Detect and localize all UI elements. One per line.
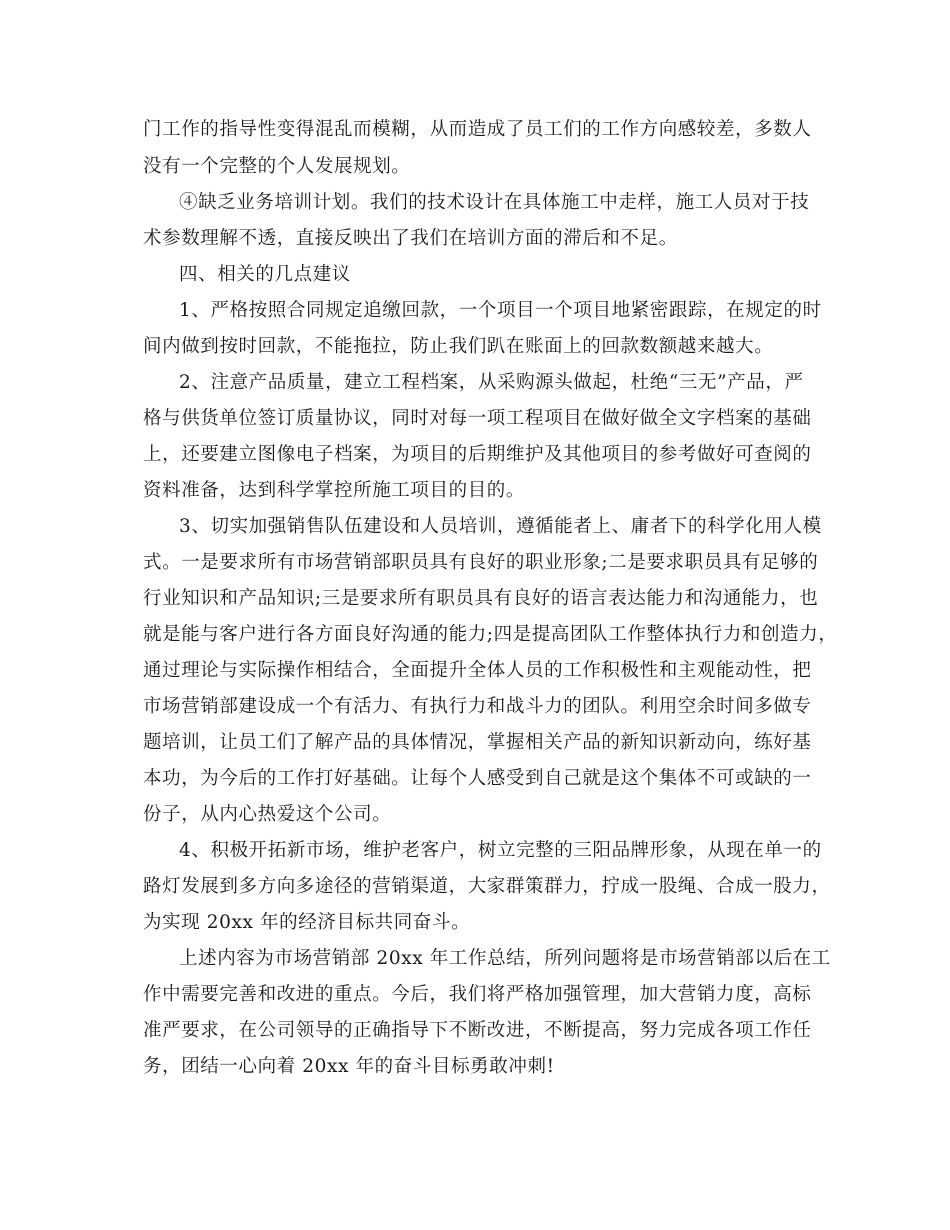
text-line: 份子，从内心热爱这个公司。: [143, 804, 392, 825]
text-line: 题培训，让员工们了解产品的具体情况，掌握相关产品的新知识新动向，练好基: [143, 732, 812, 753]
text-line: 式。一是要求所有市场营销部职员具有良好的职业形象;二是要求职员具有足够的: [143, 552, 819, 573]
text-line: 2、注意产品质量，建立工程档案，从采购源头做起，杜绝“三无”产品，严: [179, 372, 804, 393]
text-line: 格与供货单位签订质量协议，同时对每一项工程项目在做好做全文字档案的基础: [143, 408, 812, 429]
text-line: 资料准备，达到科学掌控所施工项目的目的。: [143, 480, 526, 501]
text-line: 作中需要完善和改进的重点。今后，我们将严格加强管理，加大营销力度，高标: [143, 984, 812, 1005]
section-heading: 四、相关的几点建议: [179, 264, 351, 285]
text-line: 通过理论与实际操作相结合，全面提升全体人员的工作积极性和主观能动性，把: [143, 660, 812, 681]
text-line: ④缺乏业务培训计划。我们的技术设计在具体施工中走样，施工人员对于技: [179, 192, 810, 213]
text-line: 就是能与客户进行各方面良好沟通的能力;四是提高团队工作整体执行力和创造力，: [143, 624, 838, 645]
text-line: 市场营销部建设成一个有活力、有执行力和战斗力的团队。利用空余时间多做专: [143, 696, 812, 717]
text-line: 没有一个完整的个人发展规划。: [143, 156, 411, 177]
text-line: 1、严格按照合同规定追缴回款，一个项目一个项目地紧密跟踪，在规定的时: [179, 300, 822, 321]
text-line: 门工作的指导性变得混乱而模糊，从而造成了员工们的工作方向感较差，多数人: [143, 119, 812, 140]
text-line: 上，还要建立图像电子档案，为项目的后期维护及其他项目的参考做好可查阅的: [143, 444, 812, 465]
text-line: 间内做到按时回款，不能拖拉，防止我们趴在账面上的回款数额越来越大。: [143, 336, 774, 357]
text-line: 4、积极开拓新市场，维护老客户，树立完整的三阳品牌形象，从现在单一的: [179, 840, 822, 861]
text-line: 本功，为今后的工作打好基础。让每个人感受到自己就是这个集体不可或缺的一: [143, 768, 812, 789]
text-line: 为实现 20xx 年的经济目标共同奋斗。: [143, 912, 471, 933]
text-line: 务，团结一心向着 20xx 年的奋斗目标勇敢冲刺!: [143, 1056, 555, 1077]
text-line: 3、切实加强销售队伍建设和人员培训，遵循能者上、庸者下的科学化用人模: [179, 516, 822, 537]
text-line: 上述内容为市场营销部 20xx 年工作总结，所列问题将是市场营销部以后在工: [179, 948, 831, 969]
text-line: 准严要求，在公司领导的正确指导下不断改进，不断提高，努力完成各项工作任: [143, 1020, 812, 1041]
text-line: 术参数理解不透，直接反映出了我们在培训方面的滞后和不足。: [143, 228, 678, 249]
text-line: 行业知识和产品知识;三是要求所有职员具有良好的语言表达能力和沟通能力，也: [143, 588, 819, 609]
text-line: 路灯发展到多方向多途径的营销渠道，大家群策群力，拧成一股绳、合成一股力，: [143, 876, 831, 897]
